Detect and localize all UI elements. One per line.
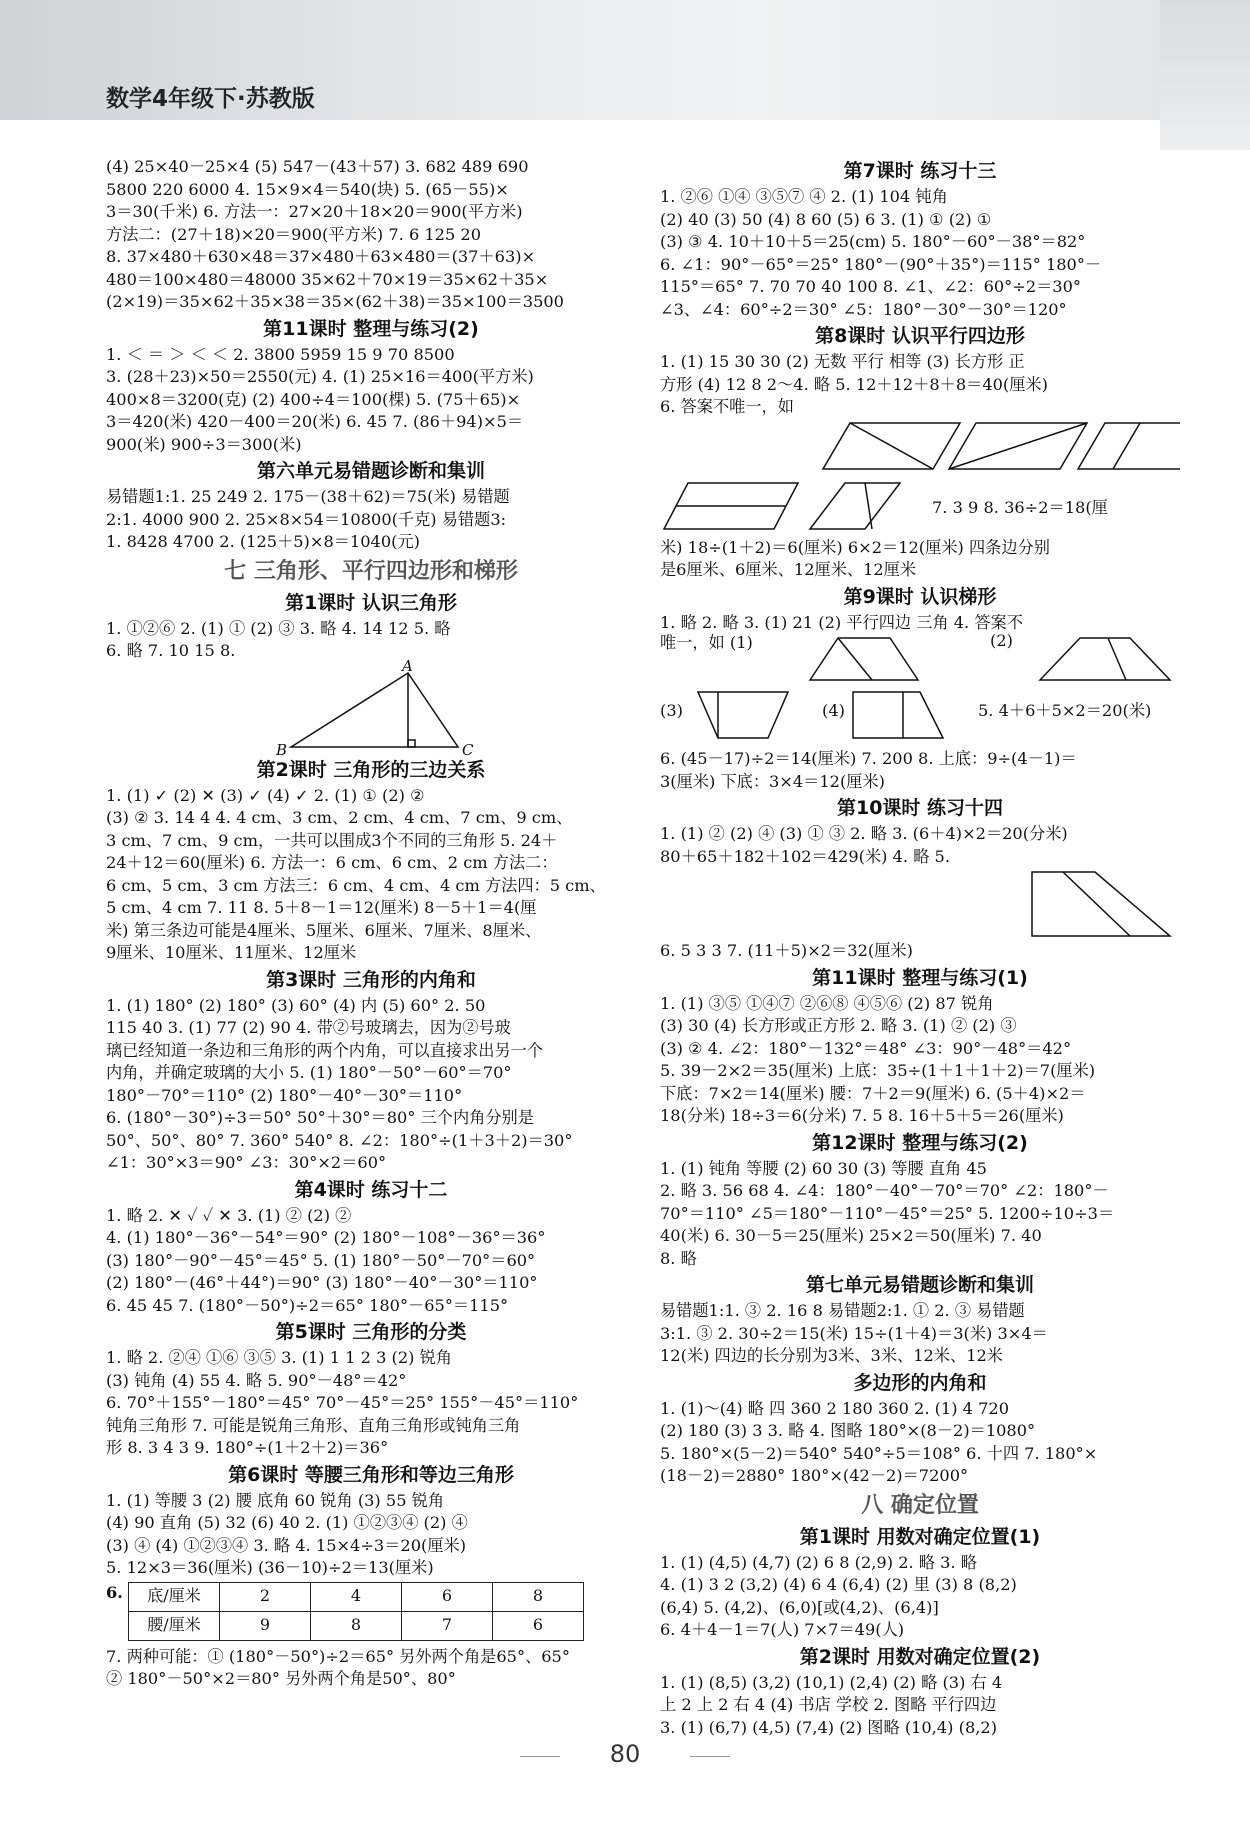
answer-line: 1. (1) 等腰 3 (2) 腰 底角 60 锐角 (3) 55 锐角 bbox=[106, 1490, 445, 1510]
lesson-heading: 第3课时 三角形的内角和 bbox=[266, 968, 476, 991]
answer-line: 1. (1) 15 30 30 (2) 无数 平行 相等 (3) 长方形 正 bbox=[660, 352, 1025, 371]
trapezoid-1 bbox=[810, 638, 918, 680]
answer-line: 3 cm、7 cm、9 cm，一共可以围成3个不同的三角形 5. 24＋ bbox=[106, 830, 558, 850]
answer-line: 米) 18÷(1＋2)＝6(厘米) 6×2＝12(厘米) 四条边分别 bbox=[660, 537, 1050, 557]
triangle-abc-figure bbox=[106, 656, 636, 759]
answer-line: 4. (1) 3 2 (3,2) (4) 6 4 (6,4) (2) 里 (3) 8 (8,2) bbox=[660, 1575, 1017, 1594]
answer-line: 3＝30(千米) 6. 方法一：27×20＋18×20＝900(平方米) bbox=[106, 202, 523, 221]
header-decoration bbox=[1160, 0, 1250, 150]
answer-line: (2) 40 (3) 50 (4) 8 60 (5) 6 3. (1) ① (2) ① bbox=[660, 209, 992, 229]
trapezoid-4 bbox=[853, 692, 943, 738]
figure-text-t2_ans: 5. 4＋6＋5×2＝20(米) bbox=[978, 701, 1152, 720]
parallelogram-3 bbox=[1078, 423, 1180, 469]
answer-line: 8. 37×480＋630×48＝37×480＋63×480＝(37＋63)× bbox=[106, 247, 536, 266]
answer-line: 1. (1)～(4) 略 四 360 2 180 360 2. (1) 4 720 bbox=[660, 1398, 1010, 1418]
table-cell: 9 bbox=[220, 1611, 311, 1640]
answer-line: 80＋65＋182＋102＝429(米) 4. 略 5. bbox=[660, 846, 950, 866]
answer-line: 1. (1) (8,5) (3,2) (10,1) (2,4) (2) 略 (3) 右 4 bbox=[660, 1672, 1003, 1692]
answer-line: 6. 4＋4－1＝7(人) 7×7＝49(人) bbox=[660, 1620, 905, 1639]
lesson-heading: 第11课时 整理与练习(1) bbox=[812, 966, 1028, 989]
answer-line: 5. 180°×(5－2)＝540° 540°÷5＝108° 6. 十四 7. 180°× bbox=[660, 1443, 1098, 1463]
answer-line: 12(米) 四边的长分别为3米、3米、12米、12米 bbox=[660, 1346, 1003, 1365]
lesson-heading: 第4课时 练习十二 bbox=[294, 1178, 448, 1201]
answer-line: 50°、50°、80° 7. 360° 540° 8. ∠2：180°÷(1＋3＋2)＝30° bbox=[106, 1130, 573, 1150]
answer-line: 480＝100×480＝48000 35×62＋70×19＝35×62＋35× bbox=[106, 269, 549, 289]
answer-line: (4) 90 直角 (5) 32 (6) 40 2. (1) ①②③④ (2) ④ bbox=[106, 1513, 468, 1532]
lesson-heading: 第6课时 等腰三角形和等边三角形 bbox=[228, 1463, 514, 1486]
left-column bbox=[106, 156, 636, 1691]
unit-heading: 八 确定位置 bbox=[861, 1491, 979, 1518]
answer-line: 下底：7×2＝14(厘米) 腰：7＋2＝9(厘米) 6. (5＋4)×2＝ bbox=[660, 1083, 1086, 1103]
answer-line: 方形 (4) 12 8 2～4. 略 5. 12＋12＋8＋8＝40(厘米) bbox=[660, 374, 1048, 394]
lesson-heading: 第12课时 整理与练习(2) bbox=[812, 1131, 1028, 1154]
answer-line: (3) ② 4. ∠2：180°－132°＝48° ∠3：90°－48°＝42° bbox=[660, 1038, 1072, 1058]
answer-line: 7. 两种可能：① (180°－50°)÷2＝65° 另外两个角是65°、65° bbox=[106, 1646, 570, 1666]
answer-line: 米) 第三条边可能是4厘米、5厘米、6厘米、7厘米、8厘米、 bbox=[106, 920, 542, 940]
table-row bbox=[129, 1582, 584, 1611]
right-angle-mark bbox=[408, 740, 415, 747]
answer-line: 易错题1:1. ③ 2. 16 8 易错题2:1. ① 2. ③ 易错题 bbox=[660, 1301, 1025, 1320]
answer-line: 形 8. 3 4 3 9. 180°÷(1＋2＋2)＝36° bbox=[106, 1438, 389, 1457]
answer-line: (3) 180°－90°－45°＝45° 5. (1) 180°－50°－70°＝60° bbox=[106, 1250, 536, 1270]
lesson-heading: 第9课时 认识梯形 bbox=[843, 585, 997, 608]
answer-line: 1. ＜ ＝ ＞ ＜ ＜ 2. 3800 5959 15 9 70 8500 bbox=[106, 344, 455, 364]
vertex-label-a: A bbox=[402, 656, 413, 675]
parallelogram-figures-row2 bbox=[660, 477, 1180, 537]
answer-line: ∠3、∠4：60°÷2＝30° ∠5：180°－30°－30°＝120° bbox=[660, 299, 1067, 319]
answer-line: 18(分米) 18÷3＝6(分米) 7. 5 8. 16＋5＋5＝26(厘米) bbox=[660, 1106, 1064, 1125]
answer-line: 是6厘米、6厘米、12厘米、12厘米 bbox=[660, 560, 917, 579]
lesson-heading: 第1课时 认识三角形 bbox=[285, 591, 457, 614]
answer-line: 115 40 3. (1) 77 (2) 90 4. 带②号玻璃去，因为②号玻 bbox=[106, 1018, 511, 1037]
parallelogram-figures-row1 bbox=[660, 419, 1180, 477]
answer-line: 1. ②⑥ ①④ ③⑤⑦ ④ 2. (1) 104 钝角 bbox=[660, 187, 948, 206]
lesson-heading: 多边形的内角和 bbox=[853, 1371, 987, 1394]
answer-line: 2. 略 3. 56 68 4. ∠4：180°－40°－70°＝70° ∠2：180°－ bbox=[660, 1181, 1109, 1200]
answer-line: 70°＝110° ∠5＝180°－110°－45°＝25° 5. 1200÷10÷3＝ bbox=[660, 1203, 1115, 1223]
trapezoid-cut-line bbox=[1108, 638, 1126, 680]
answer-line: 24＋12＝60(厘米) 6. 方法一：6 cm、6 cm、2 cm 方法二： bbox=[106, 853, 558, 872]
answer-line: 1. 8428 4700 2. (125＋5)×8＝1040(元) bbox=[106, 532, 420, 551]
answer-line: 115°＝65° 7. 70 70 40 100 8. ∠1、∠2：60°÷2＝30° bbox=[660, 277, 1082, 296]
figure-text-t2_a: (3) bbox=[660, 701, 683, 720]
trapezoid-label-1: 唯一，如 (1) bbox=[660, 633, 753, 652]
table-row-header: 腰/厘米 bbox=[129, 1611, 220, 1640]
answer-line: 6. 答案不唯一，如 bbox=[660, 397, 794, 416]
answer-line: 5 cm、4 cm 7. 11 8. 5＋8－1＝12(厘米) 8－5＋1＝4(厘 bbox=[106, 898, 537, 917]
parallelogram-cut-line bbox=[850, 423, 933, 469]
answer-line: 1. 略 2. ②④ ①⑥ ③⑤ 3. (1) 1 1 2 3 (2) 锐角 bbox=[106, 1348, 452, 1367]
lesson-heading: 第七单元易错题诊断和集训 bbox=[805, 1274, 1034, 1296]
unit-heading: 七 三角形、平行四边形和梯形 bbox=[224, 557, 518, 584]
answer-line: 方法二：(27＋18)×20＝900(平方米) 7. 6 125 20 bbox=[106, 224, 482, 244]
answer-line: 5. 39－2×2＝35(厘米) 上底：35÷(1＋1＋1＋2)＝7(厘米) bbox=[660, 1061, 1096, 1080]
table-cell: 8 bbox=[493, 1582, 584, 1611]
answer-line: (4) 25×40－25×4 (5) 547－(43＋57) 3. 682 489 690 bbox=[106, 157, 529, 176]
lesson-heading: 第11课时 整理与练习(2) bbox=[263, 317, 479, 340]
parallelogram-cut-line bbox=[865, 483, 872, 529]
answer-line: 3:1. ③ 2. 30÷2＝15(米) 15÷(1＋4)＝3(米) 3×4＝ bbox=[660, 1323, 1048, 1343]
page-number: 80 bbox=[609, 1740, 641, 1768]
answer-line: 璃已经知道一条边和三角形的两个内角，可以直接求出另一个 bbox=[106, 1040, 544, 1060]
table-cell: 6 bbox=[402, 1582, 493, 1611]
answer-line: 5. 12×3＝36(厘米) (36－10)÷2＝13(厘米) bbox=[106, 1558, 434, 1577]
answer-line: 6. 5 3 3 7. (11＋5)×2＝32(厘米) bbox=[660, 941, 913, 960]
answer-text: 7. 3 9 8. 36÷2＝18(厘 bbox=[932, 497, 1108, 517]
answer-line: (2) 180°－(46°＋44°)＝90° (3) 180°－40°－30°＝110° bbox=[106, 1273, 538, 1292]
lesson-heading: 第8课时 认识平行四边形 bbox=[815, 325, 1025, 347]
parallelogram-cut-line bbox=[949, 423, 1087, 469]
answer-line: (3) ④ (4) ①②③④ 3. 略 4. 15×4÷3＝20(厘米) bbox=[106, 1535, 467, 1555]
answer-line: 8. 略 bbox=[660, 1248, 697, 1268]
table-cell: 7 bbox=[402, 1611, 493, 1640]
answer-line: (6,4) 5. (4,2)、(6,0)[或(4,2)、(6,4)] bbox=[660, 1597, 939, 1617]
answer-line: 3＝420(米) 420－400＝20(米) 6. 45 7. (86＋94)×5＝ bbox=[106, 412, 524, 431]
answer-line: (3) 钝角 (4) 55 4. 略 5. 90°－48°＝42° bbox=[106, 1370, 407, 1390]
parallelogram-cut-line bbox=[1113, 423, 1140, 469]
lesson-heading: 第5课时 三角形的分类 bbox=[275, 1321, 467, 1343]
lesson-heading: 第六单元易错题诊断和集训 bbox=[256, 460, 485, 482]
table-cell: 8 bbox=[311, 1611, 402, 1640]
table-cell: 2 bbox=[220, 1582, 311, 1611]
table-cell: 4 bbox=[311, 1582, 402, 1611]
answer-line: 5800 220 6000 4. 15×9×4＝540(块) 5. (65－55)× bbox=[106, 179, 509, 199]
answer-line: 6. (180°－30°)÷3＝50° 50°＋30°＝80° 三个内角分别是 bbox=[106, 1108, 534, 1127]
answer-line: 1. (1) 180° (2) 180° (3) 60° (4) 内 (5) 60° 2. 50 bbox=[106, 995, 486, 1015]
answer-line: 180°－70°＝110° (2) 180°－40°－30°＝110° bbox=[106, 1085, 463, 1105]
answer-line: 钝角三角形 7. 可能是锐角三角形、直角三角形或钝角三角 bbox=[106, 1415, 521, 1435]
trapezoid-ex5-svg bbox=[660, 868, 1180, 940]
vertex-label-c: C bbox=[462, 740, 474, 759]
answer-line: 400×8＝3200(克) (2) 400÷4＝100(棵) 5. (75＋65)× bbox=[106, 389, 521, 409]
vertex-label-b: B bbox=[276, 740, 288, 759]
trapezoid-3 bbox=[698, 692, 788, 738]
trapezoid-figure-ex5 bbox=[660, 868, 1180, 940]
trapezoid-cut-line bbox=[838, 638, 872, 680]
base-leg-table bbox=[128, 1582, 584, 1641]
right-column bbox=[660, 156, 1180, 1739]
triangle-abc bbox=[291, 673, 458, 747]
answer-line: (3) ③ 4. 10＋10＋5＝25(cm) 5. 180°－60°－38°＝82° bbox=[660, 232, 1086, 251]
table-label: 6. bbox=[106, 1582, 123, 1602]
answer-line: 1. (1) 钝角 等腰 (2) 60 30 (3) 等腰 直角 45 bbox=[660, 1158, 987, 1178]
answer-line: 6. ∠1：90°－65°＝25° 180°－(90°＋35°)＝115° 180°－ bbox=[660, 254, 1102, 274]
parallelogram-5 bbox=[810, 483, 900, 529]
lesson-heading: 第2课时 三角形的三边关系 bbox=[256, 758, 486, 781]
answer-line: ② 180°－50°×2＝80° 另外两个角是50°、80° bbox=[106, 1669, 456, 1688]
answer-line: 6 cm、5 cm、3 cm 方法三：6 cm、4 cm、4 cm 方法四：5 cm、 bbox=[106, 875, 606, 895]
trapezoid-label-2: (2) bbox=[990, 631, 1013, 650]
answer-line: 1. 略 2. ✕ ✓ ✓ ✕ 3. (1) ② (2) ② bbox=[106, 1205, 352, 1225]
answer-line: 易错题1:1. 25 249 2. 175－(38＋62)＝75(米) 易错题 bbox=[106, 487, 510, 506]
answer-line: ∠1：30°×3＝90° ∠3：30°×2＝60° bbox=[106, 1153, 387, 1172]
answer-line: 900(米) 900÷3＝300(米) bbox=[106, 434, 302, 454]
answer-line: 9厘米、10厘米、11厘米、12厘米 bbox=[106, 943, 357, 962]
answer-line: 4. (1) 180°－36°－54°＝90° (2) 180°－108°－36°＝36° bbox=[106, 1228, 546, 1247]
answer-line: 内角，并确定玻璃的大小 5. (1) 180°－50°－60°＝70° bbox=[106, 1063, 512, 1082]
answer-line: 6. 略 7. 10 15 8. bbox=[106, 641, 236, 660]
table-row-header: 底/厘米 bbox=[129, 1582, 220, 1611]
answer-line: 上 2 上 2 右 4 (4) 书店 学校 2. 图略 平行四边 bbox=[660, 1695, 997, 1714]
answer-line: 1. ①②⑥ 2. (1) ① (2) ③ 3. 略 4. 14 12 5. 略 bbox=[106, 618, 451, 638]
answer-line: 6. 70°＋155°－180°＝45° 70°－45°＝25° 155°－45°＝110° bbox=[106, 1393, 579, 1412]
answer-line: 6. (45－17)÷2＝14(厘米) 7. 200 8. 上底：9÷(4－1)＝ bbox=[660, 749, 1077, 768]
lesson-heading: 第1课时 用数对确定位置(1) bbox=[799, 1525, 1041, 1548]
answer-line: 1. (1) ✓ (2) ✕ (3) ✓ (4) ✓ 2. (1) ① (2) ② bbox=[106, 785, 425, 805]
answer-line: 1. (1) (4,5) (4,7) (2) 6 8 (2,9) 2. 略 3. 略 bbox=[660, 1552, 977, 1572]
answer-line: 1. (1) ③⑤ ①④⑦ ②⑥⑧ ④⑤⑥ (2) 87 锐角 bbox=[660, 993, 994, 1013]
answer-line: (3) 30 (4) 长方形或正方形 2. 略 3. (1) ② (2) ③ bbox=[660, 1016, 1017, 1035]
answer-line: 1. (1) ② (2) ④ (3) ① ③ 2. 略 3. (6＋4)×2＝20(分米) bbox=[660, 824, 1068, 843]
answer-table-block bbox=[106, 1582, 636, 1646]
header-title: 数学4年级下·苏教版 bbox=[106, 86, 315, 112]
answer-line: 40(米) 6. 30－5＝25(厘米) 25×2＝50(厘米) 7. 40 bbox=[660, 1226, 1042, 1245]
trapezoid-figures-row2 bbox=[660, 686, 1180, 748]
answer-line: 1. 略 2. 略 3. (1) 21 (2) 平行四边 三角 4. 答案不 bbox=[660, 612, 1023, 632]
answer-line: 6. 45 45 7. (180°－50°)÷2＝65° 180°－65°＝115° bbox=[106, 1295, 509, 1315]
answer-line: 3(厘米) 下底：3×4＝12(厘米) bbox=[660, 771, 885, 791]
table-cell: 6 bbox=[493, 1611, 584, 1640]
answer-line: (2×19)＝35×62＋35×38＝35×(62＋38)＝35×100＝3500 bbox=[106, 292, 564, 311]
answer-line: 2:1. 4000 900 2. 25×8×54＝10800(千克) 易错题3: bbox=[106, 509, 507, 529]
figure-text-t2_b: (4) bbox=[822, 701, 845, 720]
answer-line: 3. (1) (6,7) (4,5) (7,4) (2) 图略 (10,4) (8,2) bbox=[660, 1717, 998, 1737]
answer-line: (2) 180 (3) 3 3. 略 4. 图略 180°×(8－2)＝1080° bbox=[660, 1421, 1036, 1440]
trapezoid-figures-row1 bbox=[660, 631, 1180, 686]
answer-line: (3) ② 3. 14 4 4. 4 cm、3 cm、2 cm、4 cm、7 cm、9 cm、 bbox=[106, 808, 573, 827]
lesson-heading: 第10课时 练习十四 bbox=[836, 797, 1004, 819]
trapezoid-cut-line bbox=[1063, 872, 1130, 936]
answer-line: 3. (28＋23)×50＝2550(元) 4. (1) 25×16＝400(平方米) bbox=[106, 367, 534, 386]
trapezoid-2 bbox=[1040, 638, 1170, 680]
answer-line: (18－2)＝2880° 180°×(42－2)＝7200° bbox=[660, 1466, 969, 1485]
table-row bbox=[129, 1611, 584, 1640]
lesson-heading: 第7课时 练习十三 bbox=[843, 160, 997, 182]
triangle-abc-svg bbox=[106, 663, 636, 755]
parallelogram-row1-svg bbox=[660, 419, 1180, 477]
trapezoid-5 bbox=[1032, 872, 1170, 936]
lesson-heading: 第2课时 用数对确定位置(2) bbox=[799, 1645, 1041, 1668]
